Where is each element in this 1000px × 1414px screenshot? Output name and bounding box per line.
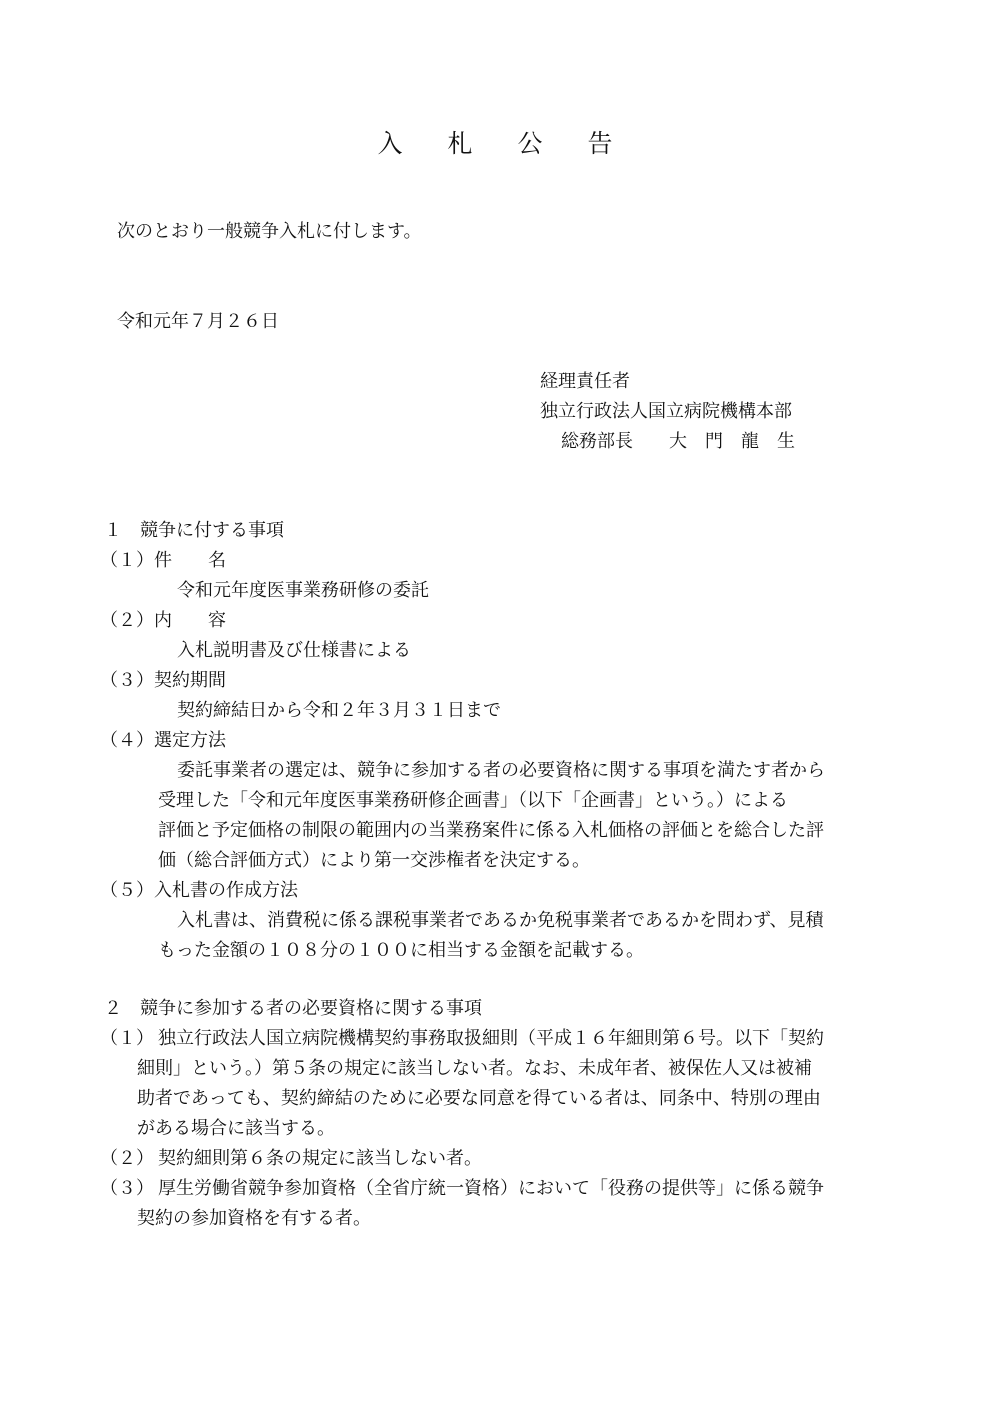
s2-item3-line: 契約の参加資格を有する者。 [137,1208,371,1229]
intro-text: 次のとおり一般競争入札に付します。 [117,221,422,242]
s1-item4-label: （４）選定方法 [100,730,226,751]
s2-item1-line: 助者であっても、契約締結のために必要な同意を得ている者は、同条中、特別の理由 [137,1088,821,1109]
s1-item1-label: （１）件 名 [100,550,226,571]
section1-heading: １ 競争に付する事項 [104,520,284,541]
s2-item1-line: がある場合に該当する。 [137,1118,335,1139]
page-title: 入 札 公 告 [377,129,623,158]
section2-heading: ２ 競争に参加する者の必要資格に関する事項 [104,998,482,1019]
s1-item4-line: 価（総合評価方式）により第一交渉権者を決定する。 [158,850,590,871]
issuer-org: 独立行政法人国立病院機構本部 [540,401,792,422]
s2-item3-label: （３） [100,1178,154,1199]
s2-item1-label: （１） [100,1028,154,1049]
s1-item4-line: 受理した「令和元年度医事業務研修企画書」（以下「企画書」という。）による [158,790,788,811]
s1-item5-line: もった金額の１０８分の１００に相当する金額を記載する。 [158,940,644,961]
s2-item2-line: 契約細則第６条の規定に該当しない者。 [158,1148,482,1169]
s1-item3-body: 契約締結日から令和２年３月３１日まで [177,700,501,721]
s1-item3-label: （３）契約期間 [100,670,226,691]
s1-item4-line: 委託事業者の選定は、競争に参加する者の必要資格に関する事項を満たす者から [177,760,825,781]
s1-item2-label: （２）内 容 [100,610,226,631]
s1-item1-body: 令和元年度医事業務研修の委託 [177,580,429,601]
issuer-person: 総務部長 大 門 龍 生 [561,431,795,452]
s1-item4-line: 評価と予定価格の制限の範囲内の当業務案件に係る入札価格の評価とを総合した評 [158,820,824,841]
s1-item5-line: 入札書は、消費税に係る課税事業者であるか免税事業者であるかを問わず、見積 [177,910,824,931]
s2-item2-label: （２） [100,1148,154,1169]
s1-item5-label: （５）入札書の作成方法 [100,880,298,901]
notice-date: 令和元年７月２６日 [117,311,279,332]
s2-item1-line: 細則」という。）第５条の規定に該当しない者。なお、未成年者、被保佐人又は被補 [137,1058,812,1079]
s2-item3-line: 厚生労働省競争参加資格（全省庁統一資格）において「役務の提供等」に係る競争 [158,1178,824,1199]
s1-item2-body: 入札説明書及び仕様書による [177,640,411,661]
s2-item1-line: 独立行政法人国立病院機構契約事務取扱細則（平成１６年細則第６号。以下「契約 [158,1028,824,1049]
issuer-role: 経理責任者 [540,371,630,392]
